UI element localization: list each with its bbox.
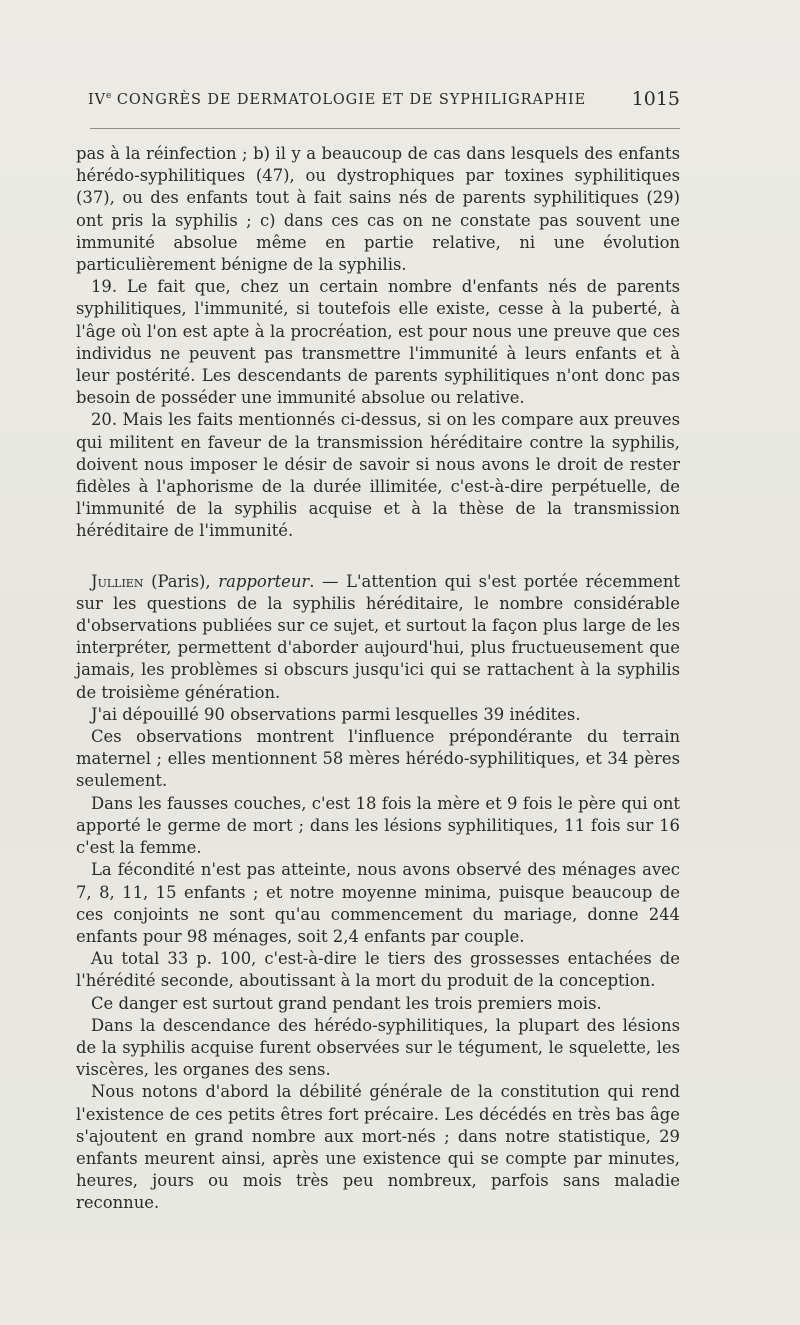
paragraph-20: 20. Mais les faits mentionnés ci-dessus, si on les compare aux preuves qui militent en faveur de la transmission héréditaire contre la syphilis, doivent nous imposer le désir de savoir si nous avons le droit de rester fidèles à l'aphorisme de la durée illimitée, c'est-à-dire perpétuelle, de l'immunité de la syphilis acquise et à la thèse de la transmission héréditaire de l'immunité.	[76, 410, 680, 541]
report-paragraph: Au total 33 p. 100, c'est-à-dire le tiers des grossesses entachées de l'hérédité seconde, aboutissant à la mort du produit de la conception.	[76, 949, 680, 991]
paragraph-continuation: pas à la réinfection ; b) il y a beaucoup de cas dans lesquels des enfants hérédo-syphilitiques (47), ou dystrophiques par toxines syphilitiques (37), ou des enfants tout à fait sains nés de parents syphilitiques (29) ont pris la syphilis ; c) dans ces cas on ne constate pas souvent une immunité absolue même en partie relative, ni une évolution particulièrement bénigne de la syphilis.	[76, 144, 680, 275]
author-name: Jullien	[91, 571, 144, 591]
report-intro-paragraph	[76, 571, 680, 704]
running-title-prefix: IV	[88, 91, 106, 108]
running-title	[88, 91, 586, 108]
report-paragraph: Ces observations montrent l'influence prépondérante du terrain maternel ; elles mentionnent 58 mères hérédo-syphilitiques, et 34 pères seulement.	[76, 727, 680, 791]
report-paragraph: Dans la descendance des hérédo-syphilitiques, la plupart des lésions de la syphilis acquise furent observées sur le tégument, le squelette, les viscères, les organes des sens.	[76, 1015, 680, 1080]
report-paragraph: Nous notons d'abord la débilité générale de la constitution qui rend l'existence de ces petits êtres fort précaire. Les décédés en très bas âge s'ajoutent en grand nombre aux mort-nés ; dans notre statistique, 29 enfants meurent ainsi, après une existence qui se compte par minutes, heures, jours ou mois très peu nombreux, parfois sans maladie reconnue.	[76, 1082, 680, 1213]
paragraph-19: 19. Le fait que, chez un certain nombre d'enfants nés de parents syphilitiques, l'immunité, si toutefois elle existe, cesse à la puberté, à l'âge où l'on est apte à la procréation, est pour nous une preuve que ces individus ne peuvent pas transmettre l'immunité à leurs enfants et à leur postérité. Les descendants de parents syphilitiques n'ont donc pas besoin de posséder une immunité absolue ou relative.	[76, 277, 680, 408]
report-intro-text: . — L'attention qui s'est portée récemment sur les questions de la syphilis héréditaire, le nombre considérable d'observations publiées sur ce sujet, et surtout la façon plus large de les interpréter, permettent d'aborder aujourd'hui, plus fructueusement que jamais, les problèmes si obscurs jusqu'ici qui se rattachent à la syphilis de troisième génération.	[76, 571, 680, 702]
author-affiliation: (Paris),	[143, 571, 219, 591]
running-title-superscript: e	[106, 91, 112, 101]
body-text	[76, 143, 680, 1215]
report-paragraph: Dans les fausses couches, c'est 18 fois la mère et 9 fois le père qui ont apporté le germe de mort ; dans les lésions syphilitiques, 11 fois sur 16 c'est la femme.	[76, 793, 680, 858]
page-number: 1015	[631, 88, 680, 110]
report-paragraph: La fécondité n'est pas atteinte, nous avons observé des ménages avec 7, 8, 11, 15 enfants ; et notre moyenne minima, puisque beaucoup de ces conjoints ne sont qu'au commencement du mariage, donne 244 enfants pour 98 ménages, soit 2,4 enfants par couple.	[76, 860, 680, 946]
running-title-rest: CONGRÈS DE DERMATOLOGIE ET DE SYPHILIGRAPHIE	[111, 91, 587, 108]
report-paragraph: J'ai dépouillé 90 observations parmi lesquelles 39 inédites.	[91, 704, 581, 724]
author-role: rapporteur	[218, 571, 310, 591]
page-header	[88, 88, 680, 116]
header-rule	[90, 128, 680, 129]
report-paragraph: Ce danger est surtout grand pendant les trois premiers mois.	[91, 993, 602, 1013]
